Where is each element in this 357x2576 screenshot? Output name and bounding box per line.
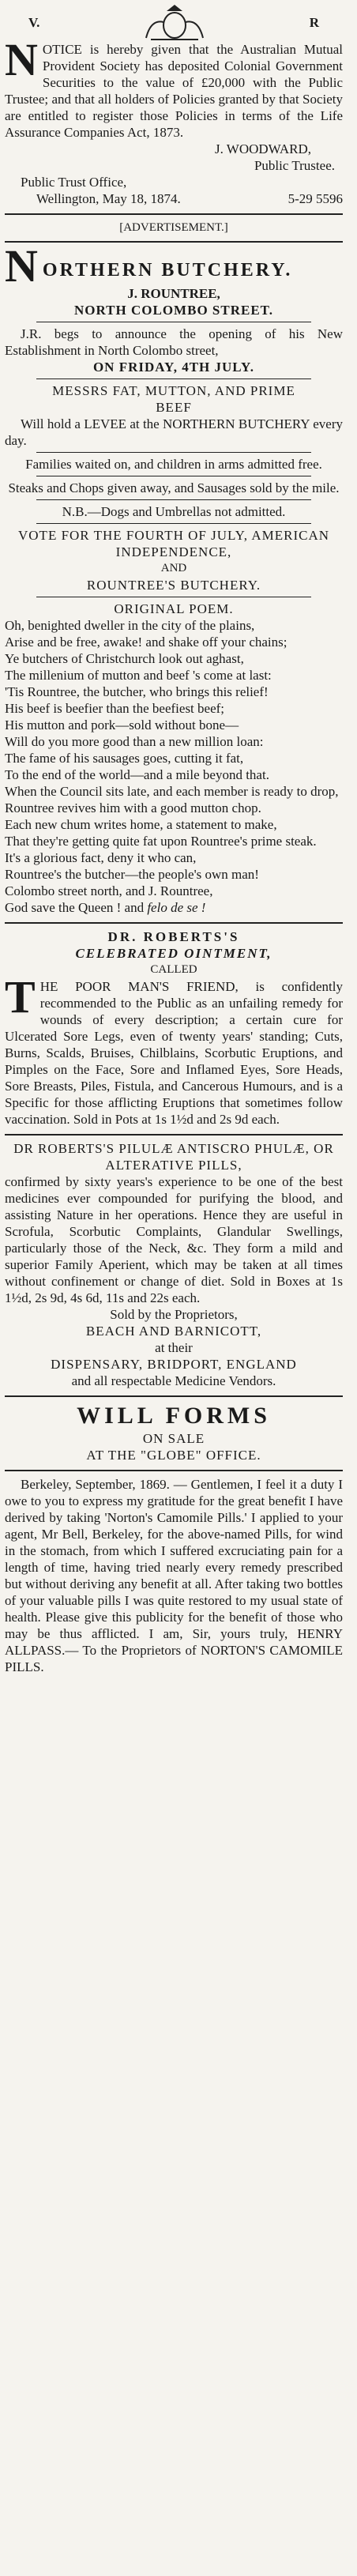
butchery-owner: J. ROUNTREE, xyxy=(127,286,220,301)
poem-line: Arise and be free, awake! and shake off your chains; xyxy=(5,635,287,650)
butchery-levee: Will hold a LEVEE at the NORTHERN BUTCHERY every day. xyxy=(5,416,343,448)
poem-line: 'Tis Rountree, the butcher, who brings this relief! xyxy=(5,684,269,699)
pills-advert xyxy=(5,1140,343,1389)
pills-vendors: and all respectable Medicine Vendors. xyxy=(71,1373,276,1388)
poem-line: That they're getting quite fat upon Rountree's prime steak. xyxy=(5,834,317,849)
northern-butchery-advert xyxy=(5,220,343,916)
poem-last-line xyxy=(5,899,343,916)
poem-line: His mutton and pork—sold without bone— xyxy=(5,717,239,733)
public-trust-notice xyxy=(5,3,343,207)
butchery-messrs: MESSRS FAT, MUTTON, AND PRIME xyxy=(52,383,295,398)
poem-line: It's a glorious fact, deny it who can, xyxy=(5,850,197,865)
pills-dispensary: DISPENSARY, BRIDPORT, ENGLAND xyxy=(51,1357,297,1372)
notice-dropcap: N xyxy=(5,34,38,85)
butchery-rountree: ROUNTREE'S BUTCHERY. xyxy=(86,578,261,593)
poem-last-text: God save the Queen ! and xyxy=(5,900,145,915)
notice-office: Public Trust Office, xyxy=(21,175,127,190)
poem-title: ORIGINAL POEM. xyxy=(114,601,234,616)
butchery-steaks: Steaks and Chops given away, and Sausages sold by the mile. xyxy=(8,480,340,495)
pills-sold-by: Sold by the Proprietors, xyxy=(110,1307,238,1322)
divider xyxy=(5,1395,343,1397)
poem-line: Ye butchers of Christchurch look out aghast, xyxy=(5,651,244,666)
poem-line: To the end of the world—and a mile beyond that. xyxy=(5,767,269,782)
ointment-called: CALLED xyxy=(150,963,197,976)
poem-line: Rountree revives him with a good mutton chop. xyxy=(5,800,261,815)
notice-signer: J. WOODWARD, xyxy=(215,141,311,156)
royal-crest-icon xyxy=(143,3,206,41)
ointment-dropcap: T xyxy=(5,971,36,1022)
testimonial-body: Berkeley, September, 1869. — Gentlemen, I feel it a duty I owe to you to express my gratitude for the great benefit I have derived by taking 'Norton's Camomile Pills.' I applied to your agent, Mr Bell, Berkeley, for the above-named Pills, for wind in the stomach, from which I suffered excruciating pain for a length of time, having tried nearly every remedy prescribed but without deriving any benefit at all. After taking two bottles of your valuable pills I was quite restored to my usual state of health. Please give this publicity for the benefit of those who may be thus afflicted. I am, Sir, yours truly, HENRY ALLPASS.— To the Proprietors of NORTON'S CAMOMILE PILLS. xyxy=(5,1477,343,1674)
butchery-and: AND xyxy=(160,562,187,574)
notice-signer-title: Public Trustee. xyxy=(254,158,335,173)
royal-arms xyxy=(5,3,343,41)
poem-line: When the Council sits late, and each member is ready to drop, xyxy=(5,784,339,799)
butchery-dropcap: N xyxy=(5,247,38,285)
butchery-date: ON FRIDAY, 4TH JULY. xyxy=(92,360,255,375)
pills-proprietors: BEACH AND BARNICOTT, xyxy=(85,1324,262,1339)
divider xyxy=(5,1134,343,1135)
notice-date: Wellington, May 18, 1874. xyxy=(36,191,181,206)
poem-last-italic: felo de se ! xyxy=(147,900,206,915)
divider xyxy=(5,213,343,215)
will-forms-office: AT THE "GLOBE" OFFICE. xyxy=(86,1448,261,1463)
butchery-families: Families waited on, and children in arms admitted free. xyxy=(25,457,322,472)
poem-line: The fame of his sausages goes, cutting it fat, xyxy=(5,751,244,766)
poem-line: Will do you more good than a new million loan: xyxy=(5,734,264,749)
ointment-advert xyxy=(5,928,343,1128)
poem-line: Colombo street north, and J. Rountree, xyxy=(5,883,213,898)
divider xyxy=(36,499,311,500)
divider xyxy=(5,1470,343,1471)
ointment-title: DR. ROBERTS'S xyxy=(107,929,240,944)
notice-ref: 5-29 5596 xyxy=(287,191,343,206)
notice-date-row xyxy=(5,190,343,207)
poem xyxy=(5,617,343,899)
poem-line: Oh, benighted dweller in the city of the plains, xyxy=(5,618,255,633)
testimonial-advert xyxy=(5,1476,343,1675)
pills-body: confirmed by sixty years's experience to be one of the best medicines ever compounded for purifying the blood, and assisting Nature in her operations. Hence they are useful in Scrofula, Scorbutic Complaints, Glandular Swellings, particularly those of the Neck, &c. They form a mild and superior Family Aperient, which may be taken at all times without confinement or change of diet. Sold in Boxes at 1s 1½d, 2s 9d, 4s 6d, 11s and 22s each. xyxy=(5,1174,343,1305)
notice-body xyxy=(5,34,343,141)
ointment-subtitle: CELEBRATED OINTMENT, xyxy=(75,946,272,961)
poem-line: The millenium of mutton and beef 's come at last: xyxy=(5,668,272,683)
ointment-text: HE POOR MAN'S FRIEND, is confidently recommended to the Public as an unfailing remedy for wounds of every description; a certain cure for Ulcerated Sore Legs, even of twenty years' standing; Cuts, Burns, Scalds, Bruises, Chilblains, Scorbutic Eruptions, and Pimples on the Face, Sore and Inflamed Eyes, Sore Heads, Sore Breasts, Piles, Fistula, and Cancerous Humours, and is a Specific for those afflicting Eruptions that sometimes follow vaccination. Sold in Pots at 1s 1½d and 2s 9d each. xyxy=(5,979,343,1127)
butchery-nb: N.B.—Dogs and Umbrellas not admitted. xyxy=(62,504,286,519)
poem-line: His beef is beefier than the beefiest beef; xyxy=(5,701,225,716)
will-forms-on-sale: ON SALE xyxy=(142,1431,205,1446)
advertisement-label: [ADVERTISEMENT.] xyxy=(119,221,228,234)
will-forms-title: WILL FORMS xyxy=(77,1403,271,1429)
pills-at-their: at their xyxy=(155,1340,193,1355)
divider xyxy=(36,452,311,453)
divider xyxy=(5,922,343,924)
divider xyxy=(5,241,343,243)
notice-text: OTICE is hereby given that the Australian Mutual Provident Society has deposited Colonial Government Securities to the value of £20,000 with the Public Trustee; and that all holders of Policies granted by that Society are entitled to register those Policies in terms of the Life Assurance Companies Act, 1873. xyxy=(5,42,343,140)
divider xyxy=(36,523,311,524)
butchery-heading xyxy=(5,247,343,285)
ointment-body xyxy=(5,971,343,1128)
butchery-vote: VOTE FOR THE FOURTH OF JULY, AMERICAN INDEPENDENCE, xyxy=(18,528,329,559)
butchery-title: ORTHERN BUTCHERY. xyxy=(42,260,293,281)
divider xyxy=(36,378,311,379)
pills-title: DR ROBERTS'S PILULÆ ANTISCRO PHULÆ, OR ALTERATIVE PILLS, xyxy=(13,1141,334,1173)
vr-right: R xyxy=(309,14,319,30)
poem-line: Each new chum writes home, a statement to make, xyxy=(5,817,277,832)
butchery-intro: J.R. begs to announce the opening of his New Establishment in North Colombo street, xyxy=(5,326,343,358)
vr-left: V. xyxy=(28,14,40,30)
poem-line: Rountree's the butcher—the people's own man! xyxy=(5,867,259,882)
will-forms-advert xyxy=(5,1402,343,1463)
butchery-street: NORTH COLOMBO STREET. xyxy=(74,303,273,318)
butchery-beef: BEEF xyxy=(156,400,192,415)
